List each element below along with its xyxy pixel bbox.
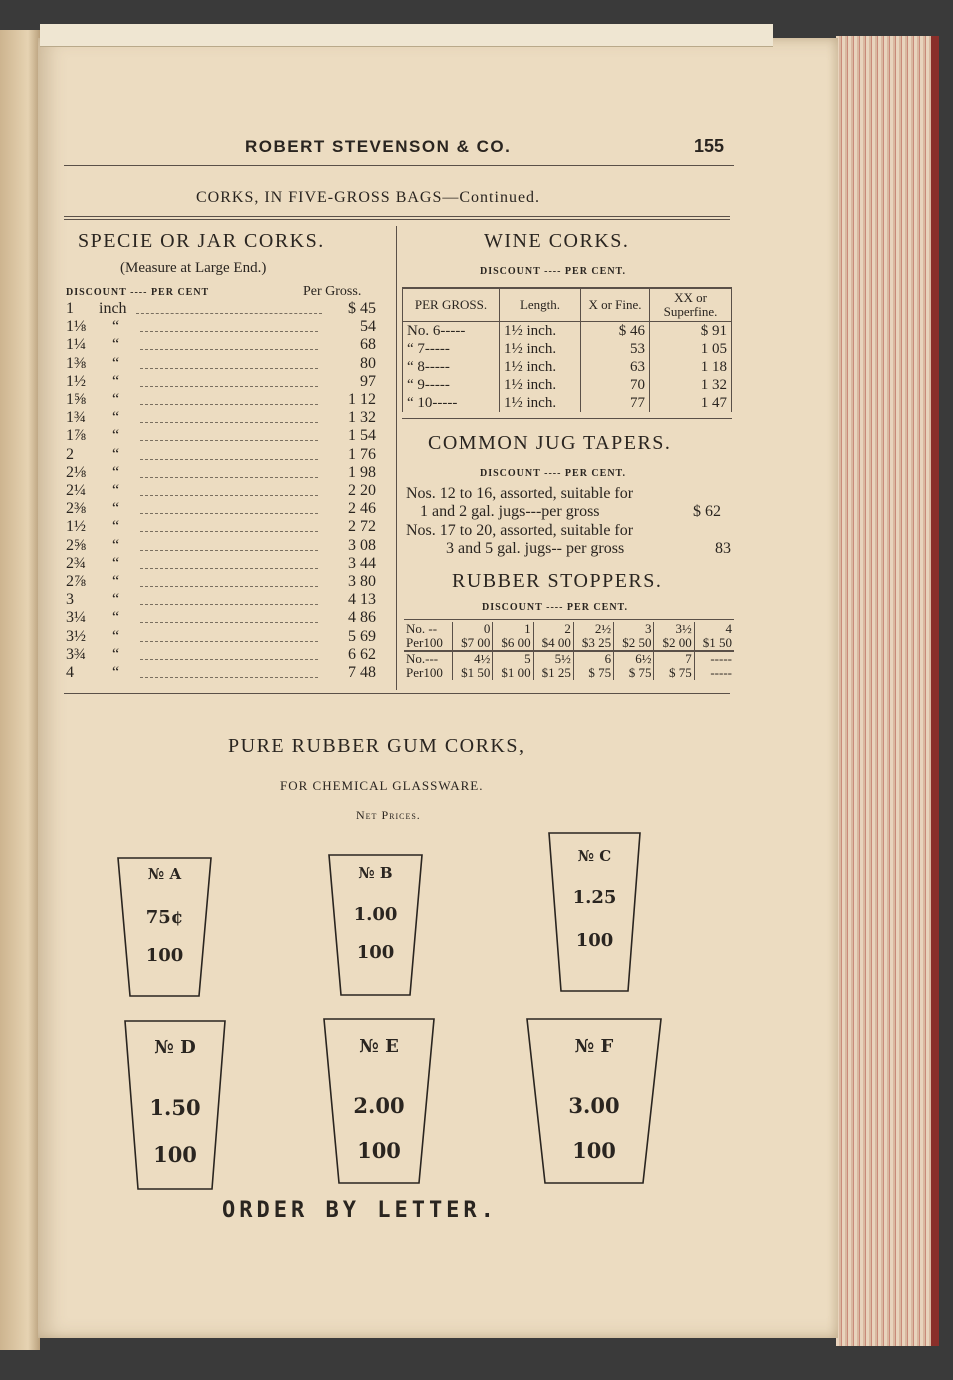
leader-dots <box>140 659 318 660</box>
stoppers-cell: 6½ <box>614 651 654 666</box>
leader-dots <box>140 422 318 423</box>
specie-price: 3 80 <box>348 573 376 590</box>
specie-unit: “ <box>112 500 120 518</box>
gum-cork-b <box>328 854 423 996</box>
leader-dots <box>140 568 318 569</box>
stoppers-row <box>404 622 734 636</box>
specie-size: 1¼ <box>66 336 86 354</box>
wine-header-superfine: XX or Superfine. <box>650 288 732 322</box>
gum-cork-price: 75¢ <box>145 907 184 928</box>
gum-cork-quantity: 100 <box>357 1138 401 1163</box>
wine-row <box>403 358 732 376</box>
stoppers-cell: 3 <box>614 622 654 636</box>
gum-cork-number-label: № E <box>359 1036 399 1057</box>
specie-price: 4 86 <box>348 609 376 627</box>
stoppers-cell: 6 <box>573 651 613 666</box>
stoppers-cell: $1 50 <box>694 636 734 651</box>
subtitle-rule-bottom <box>64 219 730 220</box>
specie-per-gross-header: Per Gross. <box>303 284 362 299</box>
section-subtitle: CORKS, IN FIVE-GROSS BAGS—Continued. <box>196 189 541 206</box>
stoppers-cell: Per100 <box>406 665 443 680</box>
wine-header-length: Length. <box>500 288 581 322</box>
jug-discount-line: DISCOUNT ---- PER CENT. <box>480 468 626 479</box>
gum-cork-number-label: № C <box>577 847 612 865</box>
specie-price: 1 32 <box>348 409 376 427</box>
wine-fine-price: 70 <box>581 376 650 394</box>
stoppers-cell: $ 75 <box>573 666 613 680</box>
specie-price: 1 12 <box>348 391 376 408</box>
stoppers-cell: $ 75 <box>614 666 654 680</box>
leader-dots <box>140 513 318 514</box>
wine-title: WINE CORKS. <box>484 230 630 252</box>
leader-dots <box>140 440 318 441</box>
specie-price: 4 13 <box>348 591 376 609</box>
specie-price: 2 72 <box>348 518 376 536</box>
previous-page-edge <box>0 30 40 1350</box>
stoppers-cell: 1 <box>493 622 533 636</box>
specie-unit: “ <box>112 664 120 681</box>
jug-line-1: Nos. 12 to 16, assorted, suitable for <box>406 485 634 502</box>
stoppers-cell: Per100 <box>406 635 443 650</box>
tables-bottom-rule <box>64 693 730 694</box>
gum-cork-number-label: № F <box>574 1036 614 1057</box>
wine-number: “ 8----- <box>403 358 500 376</box>
subtitle-rule-top <box>64 216 730 217</box>
leader-dots <box>140 586 318 587</box>
leader-dots <box>140 531 318 532</box>
wine-length: 1½ inch. <box>500 358 581 376</box>
header-rule <box>64 165 734 166</box>
gum-cork-quantity: 100 <box>572 1138 616 1163</box>
specie-price: 1 76 <box>348 445 376 463</box>
jug-price-2: 83 <box>715 540 731 557</box>
paper-slip <box>40 24 773 47</box>
gum-cork-a <box>117 857 212 997</box>
specie-size: 2⅜ <box>66 500 86 518</box>
specie-price: 3 08 <box>348 536 376 554</box>
specie-unit: “ <box>112 573 120 590</box>
stoppers-cell: $2 00 <box>654 636 694 651</box>
wine-length: 1½ inch. <box>500 322 581 341</box>
specie-price: 68 <box>360 336 376 354</box>
specie-discount-label: DISCOUNT ---- PER CENT <box>66 287 210 298</box>
gum-cork-c <box>548 832 641 992</box>
wine-length: 1½ inch. <box>500 340 581 358</box>
stoppers-row <box>404 636 734 651</box>
specie-unit: “ <box>112 336 120 354</box>
stoppers-cell: 4½ <box>453 651 493 666</box>
wine-row <box>403 340 732 358</box>
specie-unit: “ <box>112 645 120 663</box>
specie-unit: “ <box>112 372 120 390</box>
wine-discount-line: DISCOUNT ---- PER CENT. <box>480 266 626 277</box>
specie-unit: “ <box>112 536 120 554</box>
wine-bottom-rule <box>402 418 732 419</box>
gum-cork-number-label: № A <box>147 865 182 883</box>
specie-size: 1 <box>66 300 74 317</box>
leader-dots <box>140 550 318 551</box>
specie-price: 80 <box>360 354 376 372</box>
specie-unit: “ <box>112 518 120 536</box>
leader-dots <box>140 331 318 332</box>
stoppers-cell: 2 <box>533 622 573 636</box>
specie-size: 1⅛ <box>66 318 86 336</box>
specie-size: 1⅝ <box>66 391 86 408</box>
wine-fine-price: $ 46 <box>581 322 650 341</box>
wine-superfine-price: 1 18 <box>650 358 732 376</box>
stoppers-cell: $3 25 <box>573 636 613 651</box>
leader-dots <box>140 604 318 605</box>
leader-dots <box>140 404 318 405</box>
gum-cork-quantity: 100 <box>153 1142 197 1167</box>
gum-cork-d <box>124 1020 226 1190</box>
specie-measure-note: (Measure at Large End.) <box>120 260 267 276</box>
stoppers-cell: ----- <box>694 666 734 680</box>
jug-line-4: 3 and 5 gal. jugs-- per gross <box>446 540 625 557</box>
specie-unit: “ <box>112 482 120 499</box>
specie-unit: “ <box>112 391 120 408</box>
specie-price: $ 45 <box>348 300 376 317</box>
gum-cork-number-label: № B <box>358 864 393 882</box>
wine-row <box>403 376 732 394</box>
stoppers-row <box>404 651 734 666</box>
wine-header-per-gross: PER GROSS. <box>403 288 500 322</box>
specie-size: 1⅜ <box>66 354 86 372</box>
wine-fine-price: 53 <box>581 340 650 358</box>
leader-dots <box>140 495 318 496</box>
stoppers-cell: 0 <box>453 622 493 636</box>
jug-price-1: $ 62 <box>693 503 721 520</box>
specie-title: SPECIE OR JAR CORKS. <box>78 230 325 252</box>
specie-price: 7 48 <box>348 664 376 681</box>
specie-size: 3 <box>66 591 74 609</box>
specie-price: 2 46 <box>348 500 376 518</box>
specie-unit: “ <box>112 463 120 481</box>
stoppers-cell: $6 00 <box>493 636 533 651</box>
wine-fine-price: 63 <box>581 358 650 376</box>
stoppers-cell: $1 25 <box>533 666 573 680</box>
stoppers-cell: $4 00 <box>533 636 573 651</box>
specie-unit: “ <box>112 354 120 372</box>
specie-size: 2¾ <box>66 554 86 572</box>
wine-number: “ 7----- <box>403 340 500 358</box>
specie-price: 1 98 <box>348 463 376 481</box>
wine-length: 1½ inch. <box>500 376 581 394</box>
wine-superfine-price: 1 47 <box>650 394 732 412</box>
jug-line-3: Nos. 17 to 20, assorted, suitable for <box>406 522 634 539</box>
stoppers-cell: $ 75 <box>654 666 694 680</box>
gum-title: PURE RUBBER GUM CORKS, <box>228 735 526 757</box>
specie-size: 2⅛ <box>66 463 86 481</box>
gum-cork-quantity: 100 <box>145 945 184 966</box>
jug-title: COMMON JUG TAPERS. <box>428 432 672 454</box>
specie-size: 4 <box>66 664 74 681</box>
wine-superfine-price: 1 32 <box>650 376 732 394</box>
gum-cork-price: 1.25 <box>572 887 617 908</box>
stoppers-cell: No. -- <box>406 621 438 636</box>
leader-dots <box>136 313 322 314</box>
stoppers-table <box>404 622 734 680</box>
leader-dots <box>140 477 318 478</box>
specie-price: 54 <box>360 318 376 336</box>
stoppers-cell: ----- <box>694 651 734 666</box>
wine-superfine-price: 1 05 <box>650 340 732 358</box>
stoppers-cell: 4 <box>694 622 734 636</box>
wine-number: “ 10----- <box>403 394 500 412</box>
specie-unit: “ <box>112 609 120 627</box>
running-header-title: ROBERT STEVENSON & CO. <box>245 137 512 156</box>
stoppers-cell: No.--- <box>404 651 453 666</box>
specie-price: 1 54 <box>348 427 376 445</box>
jug-line-2: 1 and 2 gal. jugs---per gross <box>420 503 600 520</box>
stoppers-top-rule <box>404 619 734 620</box>
leader-dots <box>140 386 318 387</box>
leader-dots <box>140 349 318 350</box>
specie-size: 1½ <box>66 518 86 536</box>
gum-cork-number-label: № D <box>154 1037 196 1058</box>
leader-dots <box>140 459 318 460</box>
page-number: 155 <box>694 136 725 156</box>
specie-size: 3½ <box>66 627 86 645</box>
specie-size: 3¼ <box>66 609 86 627</box>
wine-row <box>403 394 732 412</box>
specie-price: 6 62 <box>348 645 376 663</box>
wine-length: 1½ inch. <box>500 394 581 412</box>
gum-cork-price: 3.00 <box>568 1093 620 1118</box>
leader-dots <box>140 368 318 369</box>
specie-unit: “ <box>112 554 120 572</box>
wine-header-fine: X or Fine. <box>581 288 650 322</box>
stoppers-cell: $7 00 <box>453 636 493 651</box>
specie-price: 2 20 <box>348 482 376 499</box>
gum-cork-quantity: 100 <box>575 930 614 951</box>
wine-number: “ 9----- <box>403 376 500 394</box>
specie-unit: “ <box>112 318 120 336</box>
gum-cork-price: 1.00 <box>353 904 398 925</box>
specie-price: 3 44 <box>348 554 376 572</box>
specie-unit: “ <box>112 427 120 445</box>
specie-size: 3¾ <box>66 645 86 663</box>
book-page-edges <box>836 36 939 1346</box>
stoppers-row <box>404 666 734 680</box>
specie-unit: “ <box>112 591 120 609</box>
specie-unit: “ <box>112 445 120 463</box>
stoppers-cell: 7 <box>654 651 694 666</box>
specie-price: 5 69 <box>348 627 376 645</box>
order-by-letter: ORDER BY LETTER. <box>222 1198 498 1223</box>
stoppers-cell: $1 00 <box>493 666 533 680</box>
leader-dots <box>140 622 318 623</box>
gum-cork-quantity: 100 <box>356 942 395 963</box>
wine-number: No. 6----- <box>403 322 500 341</box>
leader-dots <box>140 641 318 642</box>
column-divider <box>396 226 397 690</box>
stoppers-cell: $1 50 <box>453 666 493 680</box>
stoppers-cell: 2½ <box>573 622 613 636</box>
stoppers-cell: 5½ <box>533 651 573 666</box>
wine-fine-price: 77 <box>581 394 650 412</box>
stoppers-cell: $2 50 <box>614 636 654 651</box>
specie-unit: “ <box>112 627 120 645</box>
specie-unit: inch <box>99 300 127 317</box>
specie-size: 2 <box>66 445 74 463</box>
stoppers-cell: 3½ <box>654 622 694 636</box>
stoppers-cell: 5 <box>493 651 533 666</box>
specie-price: 97 <box>360 372 376 390</box>
specie-size: 2¼ <box>66 482 86 499</box>
gum-cork-price: 2.00 <box>353 1093 405 1118</box>
specie-size: 1½ <box>66 372 86 390</box>
specie-unit: “ <box>112 409 120 427</box>
gum-cork-price: 1.50 <box>149 1095 201 1120</box>
leader-dots <box>140 677 318 678</box>
specie-size: 1⅞ <box>66 427 86 445</box>
stoppers-title: RUBBER STOPPERS. <box>452 570 663 592</box>
specie-size: 2⅝ <box>66 536 86 554</box>
wine-table <box>402 287 732 412</box>
gum-cork-f <box>526 1018 662 1184</box>
gum-subtitle: FOR CHEMICAL GLASSWARE. <box>280 778 484 793</box>
wine-row <box>403 322 732 341</box>
gum-cork-e <box>323 1018 435 1184</box>
stoppers-discount-line: DISCOUNT ---- PER CENT. <box>482 602 628 613</box>
wine-superfine-price: $ 91 <box>650 322 732 341</box>
specie-size: 2⅞ <box>66 573 86 590</box>
specie-size: 1¾ <box>66 409 86 427</box>
gum-net-prices: Net Prices. <box>356 808 421 822</box>
